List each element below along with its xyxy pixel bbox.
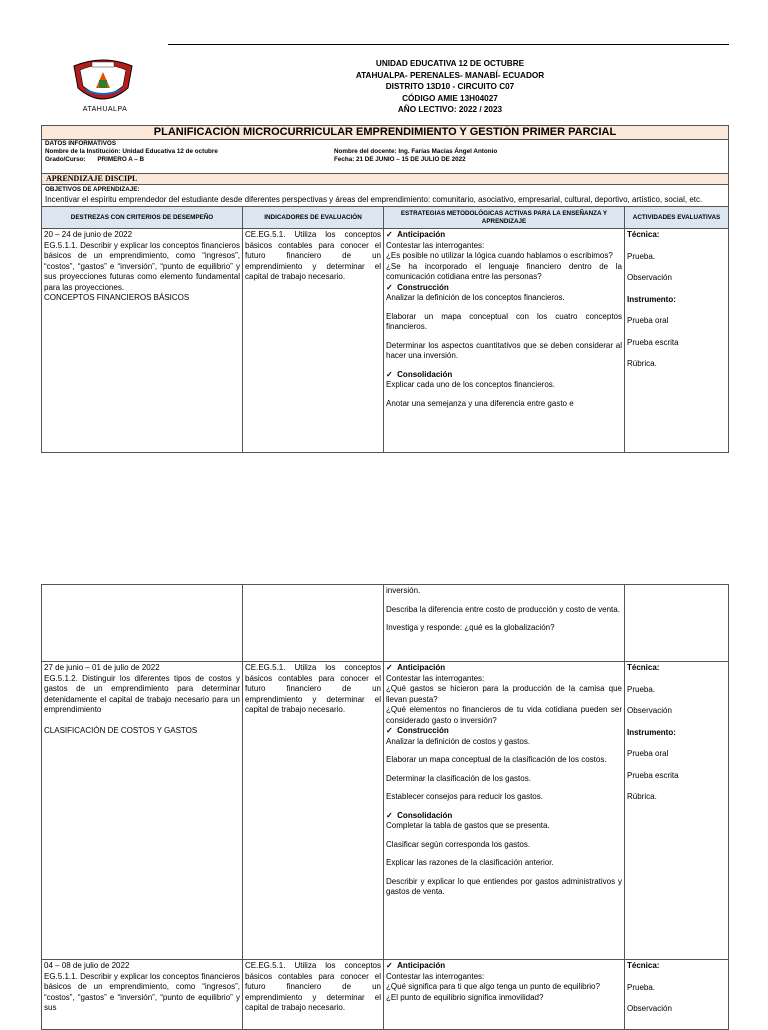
strategy-line: Elaborar un mapa conceptual con los cuatro conceptos financieros.	[386, 311, 622, 331]
header-line: UNIDAD EDUCATIVA 12 DE OCTUBRE	[375, 59, 525, 68]
evaluation-item: Observación	[627, 273, 672, 282]
date-label: Fecha:	[334, 156, 355, 164]
strategy-line: Contestar las interrogantes:	[386, 240, 485, 250]
topic-text: CONCEPTOS FINANCIEROS BÁSICOS	[44, 293, 190, 302]
strategy-line: Contestar las interrogantes:	[386, 971, 485, 981]
column-header-evaluation: ACTIVIDADES EVALUATIVAS	[625, 207, 729, 229]
evaluation-item: Técnica:	[627, 230, 660, 239]
strategy-line: Describir y explicar lo que entiendes por gastos administrativos y gastos de venta.	[386, 876, 622, 896]
strategy-line: ¿Qué significa para ti que algo tenga un punto de equilibrio?	[386, 982, 600, 991]
teacher-label: Nombre del docente:	[334, 148, 397, 156]
institution-value: Unidad Educativa 12 de octubre	[122, 148, 218, 156]
strategy-line: Analizar la definición de los conceptos financieros.	[386, 293, 565, 302]
evaluation-cell	[625, 960, 729, 1030]
evaluation-item: Prueba.	[627, 251, 656, 261]
evaluation-item: Observación	[627, 1004, 672, 1013]
skill-cell-empty	[42, 585, 243, 662]
topic-text: CLASIFICACIÓN DE COSTOS Y GASTOS	[44, 725, 198, 735]
objectives-text: Incentivar el espíritu emprendedor del estudiante desde diferentes perspectivas y áreas del emprendimiento: comunitario, asociativo, empresarial, cultural, deportivo, artístico, social, etc.	[45, 195, 703, 204]
phase-heading: ✓ Consolidación	[386, 369, 453, 379]
column-header-skills: DESTREZAS CON CRITERIOS DE DESEMPEÑO	[42, 207, 243, 229]
strategy-line: ¿Se ha incorporado el lenguaje financiero dentro de la comunicación cotidiana entre las personas?	[386, 261, 622, 281]
evaluation-cell-empty	[625, 585, 729, 662]
strategy-line: Clasificar según corresponda los gastos.	[386, 839, 531, 849]
school-shield-logo	[72, 58, 134, 106]
phase-heading: ✓ Construcción	[386, 726, 449, 735]
strategy-line: Describa la diferencia entre costo de producción y costo de venta.	[386, 604, 620, 614]
evaluation-item: Prueba escrita	[627, 337, 679, 347]
skill-text: EG.5.1.2. Distinguir los diferentes tipos de costos y gastos de un emprendimiento para determinar detenidamente el capital de trabajo necesario para un emprendimiento	[44, 673, 240, 714]
strategy-line: ¿Qué gastos se hicieron para la producción de la camisa que llevan puesta?	[386, 684, 622, 704]
evaluation-item: Prueba.	[627, 982, 656, 992]
phase-heading: ✓ Anticipación	[386, 663, 446, 672]
evaluation-item: Prueba escrita	[627, 770, 679, 780]
evaluation-cell	[625, 229, 729, 453]
week-date: 20 – 24 de junio de 2022	[44, 230, 133, 239]
skill-text: EG.5.1.1. Describir y explicar los conceptos financieros básicos de un emprendimiento, como “ingresos”, “costos”, “gastos” e “inversión”, “punto de equilibrio” y sus	[44, 971, 240, 1012]
objectives-cell	[42, 185, 729, 207]
evaluation-item: Instrumento:	[627, 727, 676, 737]
strategy-line: Determinar la clasificación de los gastos.	[386, 773, 531, 783]
header-line: DISTRITO 13D10 - CIRCUITO C07	[385, 82, 515, 92]
strategy-line: Contestar las interrogantes:	[386, 673, 485, 683]
strategy-line: Anotar una semejanza y una diferencia entre gasto e	[386, 398, 574, 408]
strategy-line: ¿El punto de equilibrio significa inmovilidad?	[386, 992, 544, 1002]
info-section-label: DATOS INFORMATIVOS	[45, 140, 117, 147]
evaluation-item: Observación	[627, 706, 672, 715]
strategy-cell	[384, 662, 625, 960]
header-line: ATAHUALPA- PERENALES- MANABÍ- ECUADOR	[355, 70, 545, 80]
skill-cell	[42, 960, 243, 1030]
strategy-cell	[384, 960, 625, 1030]
skill-cell	[42, 662, 243, 960]
evaluation-cell	[625, 662, 729, 960]
strategy-cell	[384, 229, 625, 453]
strategy-cell-continued	[384, 585, 625, 662]
document-title: PLANIFICACIÓN MICROCURRICULAR EMPRENDIMIENTO Y GESTIÓN PRIMER PARCIAL	[42, 126, 729, 140]
evaluation-item: Prueba oral	[627, 749, 669, 758]
strategy-line: Establecer consejos para reducir los gastos.	[386, 792, 543, 801]
school-header	[250, 58, 650, 116]
column-header-strategies: ESTRATEGIAS METODOLÓGICAS ACTIVAS PARA LA ENSEÑANZA Y APRENDIZAJE	[384, 207, 625, 229]
evaluation-item: Instrumento:	[627, 294, 676, 304]
date-value: 21 DE JUNIO – 15 DE JULIO DE 2022	[356, 156, 466, 164]
phase-heading: ✓ Consolidación	[386, 810, 453, 820]
phase-heading: ✓ Anticipación	[386, 961, 446, 970]
strategy-line: Elaborar un mapa conceptual de la clasificación de los costos.	[386, 755, 607, 764]
teacher-value: Ing. Farías Macías Ángel Antonio	[398, 148, 498, 156]
strategy-line: Completar la tabla de gastos que se presenta.	[386, 821, 550, 830]
logo-caption: ATAHUALPA	[82, 106, 128, 113]
strategy-line: Determinar los aspectos cuantitativos que se deben considerar al hacer una inversión.	[386, 340, 622, 360]
strategy-line: Investiga y responde: ¿qué es la globalización?	[386, 623, 555, 632]
indicator-cell: CE.EG.5.1. Utiliza los conceptos básicos contables para conocer el futuro financiero de un emprendimiento y determinar el capital de trabajo necesario.	[243, 960, 384, 1030]
evaluation-item: Rúbrica.	[627, 359, 657, 368]
strategy-line: ¿Es posible no utilizar la lógica cuando hablamos o escribimos?	[386, 251, 613, 260]
learning-section-label: APRENDIZAJE DISCIPL	[42, 174, 729, 185]
indicator-cell: CE.EG.5.1. Utiliza los conceptos básicos contables para conocer el futuro financiero de un emprendimiento y determinar el capital de trabajo necesario.	[243, 662, 384, 960]
header-line: CÓDIGO AMIE 13H04027	[402, 93, 498, 103]
evaluation-item: Técnica:	[627, 961, 660, 970]
skill-text: EG.5.1.1. Describir y explicar los conceptos financieros básicos de un emprendimiento, como “ingresos”, “costos”, “gastos” e “inversión”, “punto de equilibrio” y sus proyecciones futuras como elemento fundamental para las proyecciones.	[44, 240, 240, 292]
indicator-cell: CE.EG.5.1. Utiliza los conceptos básicos contables para conocer el futuro financiero de un emprendimiento y determinar el capital de trabajo necesario.	[243, 229, 384, 453]
week-date: 27 de junio – 01 de julio de 2022	[44, 663, 160, 672]
planning-table-page1	[41, 125, 729, 453]
strategy-line: Analizar la definición de costos y gastos.	[386, 736, 531, 746]
indicator-cell-empty	[243, 585, 384, 662]
grade-value: PRIMERO A – B	[97, 156, 145, 164]
strategy-line: inversión.	[386, 586, 421, 595]
evaluation-item: Prueba.	[627, 684, 656, 694]
info-block	[42, 140, 729, 174]
strategy-line: ¿Qué elementos no financieros de tu vida cotidiana pueden ser considerado gasto o inversión?	[386, 705, 622, 725]
institution-label: Nombre de la Institución:	[45, 148, 121, 156]
strategy-line: Explicar las razones de la clasificación anterior.	[386, 858, 554, 867]
grade-label: Grado/Curso:	[45, 156, 86, 164]
header-line: AÑO LECTIVO: 2022 / 2023	[397, 105, 503, 115]
header-rule	[168, 44, 729, 45]
evaluation-item: Prueba oral	[627, 316, 669, 325]
skill-cell	[42, 229, 243, 453]
evaluation-item: Técnica:	[627, 663, 660, 672]
column-header-indicators: INDICADORES DE EVALUACIÓN	[243, 207, 384, 229]
week-date: 04 – 08 de julio de 2022	[44, 961, 130, 970]
phase-heading: ✓ Construcción	[386, 282, 449, 292]
phase-heading: ✓ Anticipación	[386, 230, 446, 239]
strategy-line: Explicar cada uno de los conceptos financieros.	[386, 380, 555, 389]
objectives-label: OBJETIVOS DE APRENDIZAJE:	[45, 186, 140, 193]
evaluation-item: Rúbrica.	[627, 792, 657, 801]
planning-table-page2	[41, 584, 729, 1030]
